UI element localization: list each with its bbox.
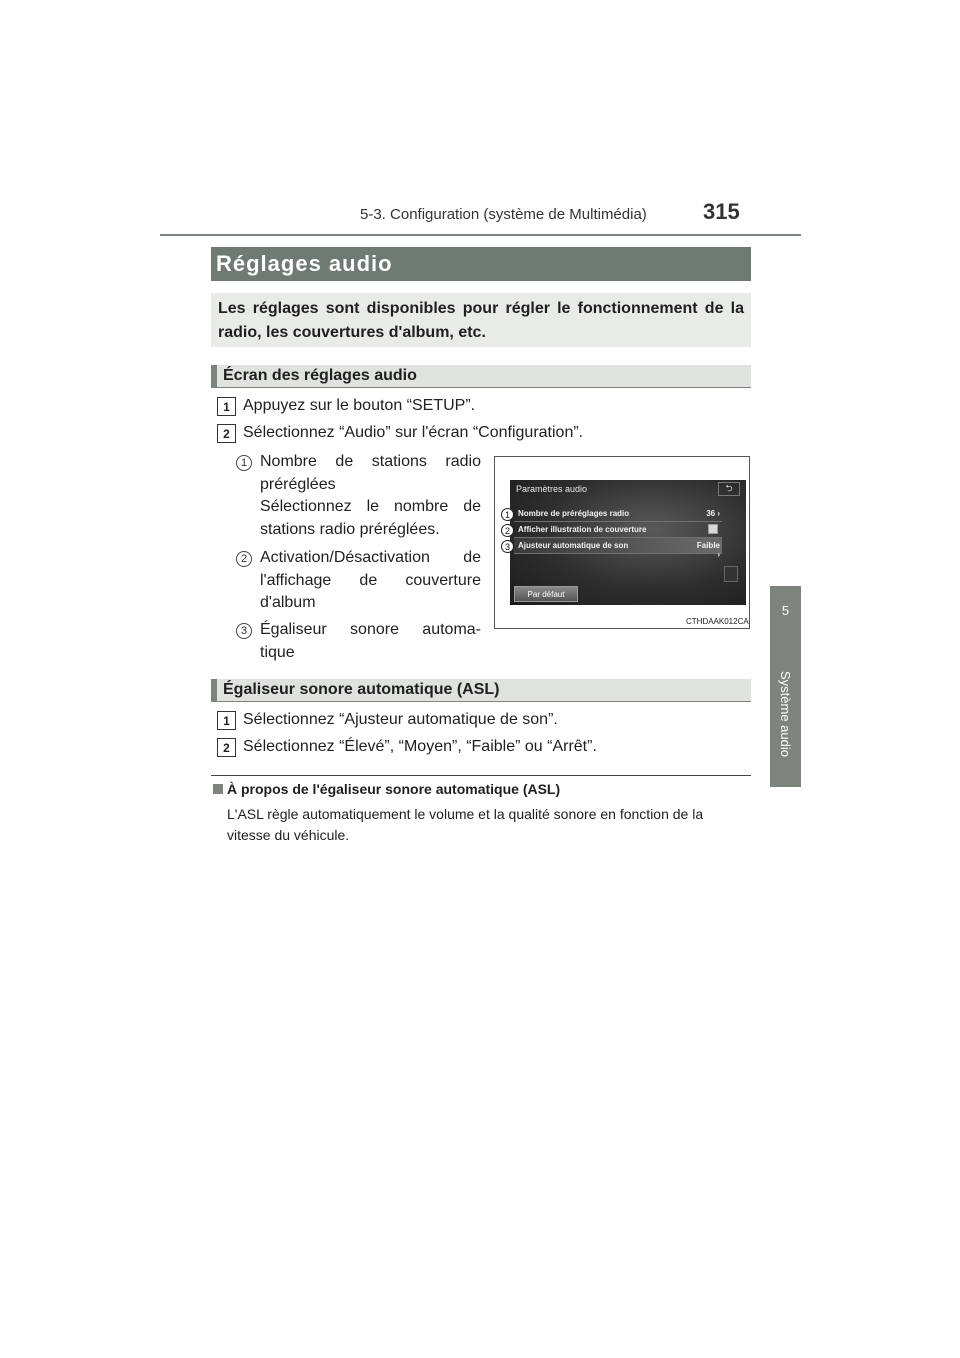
chapter-number: 5 xyxy=(781,603,790,618)
back-arrow-icon[interactable]: ⮌ xyxy=(718,482,740,496)
default-button[interactable]: Par défaut xyxy=(514,586,578,602)
note-heading: À propos de l'égaliseur sonore automatique (ASL) xyxy=(227,781,561,797)
screen-row-label: Nombre de préréglages radio xyxy=(518,509,630,518)
step-text: Appuyez sur le bouton “SETUP”. xyxy=(243,397,476,414)
page-title: Réglages audio xyxy=(216,251,393,276)
screen-title: Paramètres audio xyxy=(516,484,588,494)
item-line: l'affichage de couverture xyxy=(260,572,481,589)
callout-marker: 1 xyxy=(501,508,514,521)
item-line: Nombre de stations radio xyxy=(260,453,481,470)
callout-marker: 2 xyxy=(501,524,514,537)
step-text: Sélectionnez “Audio” sur l'écran “Configuration”. xyxy=(243,424,584,441)
screen-row-value: 36 › xyxy=(706,509,720,518)
chapter-label: Système audio xyxy=(778,671,793,757)
note-heading-wrap xyxy=(213,781,560,797)
screen-row-value: Faible › xyxy=(696,541,720,559)
item-line: tique xyxy=(260,644,295,661)
item-line: Activation/Désactivation de xyxy=(260,549,481,566)
item-line: Égaliseur sonore automa- xyxy=(260,621,481,638)
chapter-label-wrap xyxy=(770,644,801,784)
step-text: Sélectionnez “Ajusteur automatique de son”. xyxy=(243,711,558,728)
item-line: Sélectionnez le nombre de xyxy=(260,498,481,515)
item-line: stations radio préréglées. xyxy=(260,521,440,538)
square-bullet-icon xyxy=(213,784,223,794)
callout-marker: 3 xyxy=(501,540,514,553)
page-number: 315 xyxy=(703,199,740,224)
item-number: 1 xyxy=(236,455,252,471)
step-badge: 1 xyxy=(217,397,236,416)
section1-heading-rule xyxy=(211,387,751,388)
step-badge: 2 xyxy=(217,738,236,757)
section2-heading: Égaliseur sonore automatique (ASL) xyxy=(223,681,500,698)
checkbox-icon[interactable] xyxy=(708,524,718,534)
section2-heading-rule xyxy=(211,701,751,702)
item-number: 3 xyxy=(236,623,252,639)
header-rule xyxy=(160,234,801,236)
item-line: d'album xyxy=(260,594,316,611)
item-number: 2 xyxy=(236,551,252,567)
intro-text: Les réglages sont disponibles pour régler le fonctionnement de la radio, les couvertures d'album, etc. xyxy=(218,300,744,341)
header-section-title: 5-3. Configuration (système de Multimédia) xyxy=(360,206,647,223)
figure-code: CTHDAAK012CA xyxy=(686,617,749,626)
step-badge: 1 xyxy=(217,711,236,730)
note-separator xyxy=(211,775,751,776)
step-text: Sélectionnez “Élevé”, “Moyen”, “Faible” ou “Arrêt”. xyxy=(243,738,597,755)
item-line: préréglées xyxy=(260,476,336,493)
screen-row-label: Afficher illustration de couverture xyxy=(518,525,647,534)
screen-row-label: Ajusteur automatique de son xyxy=(518,541,629,550)
step-badge: 2 xyxy=(217,424,236,443)
section1-heading: Écran des réglages audio xyxy=(223,367,417,384)
note-body: L'ASL règle automatiquement le volume et la qualité sonore en fonction de la vitesse du véhicule. xyxy=(227,806,704,843)
scroll-indicator[interactable] xyxy=(724,566,738,582)
